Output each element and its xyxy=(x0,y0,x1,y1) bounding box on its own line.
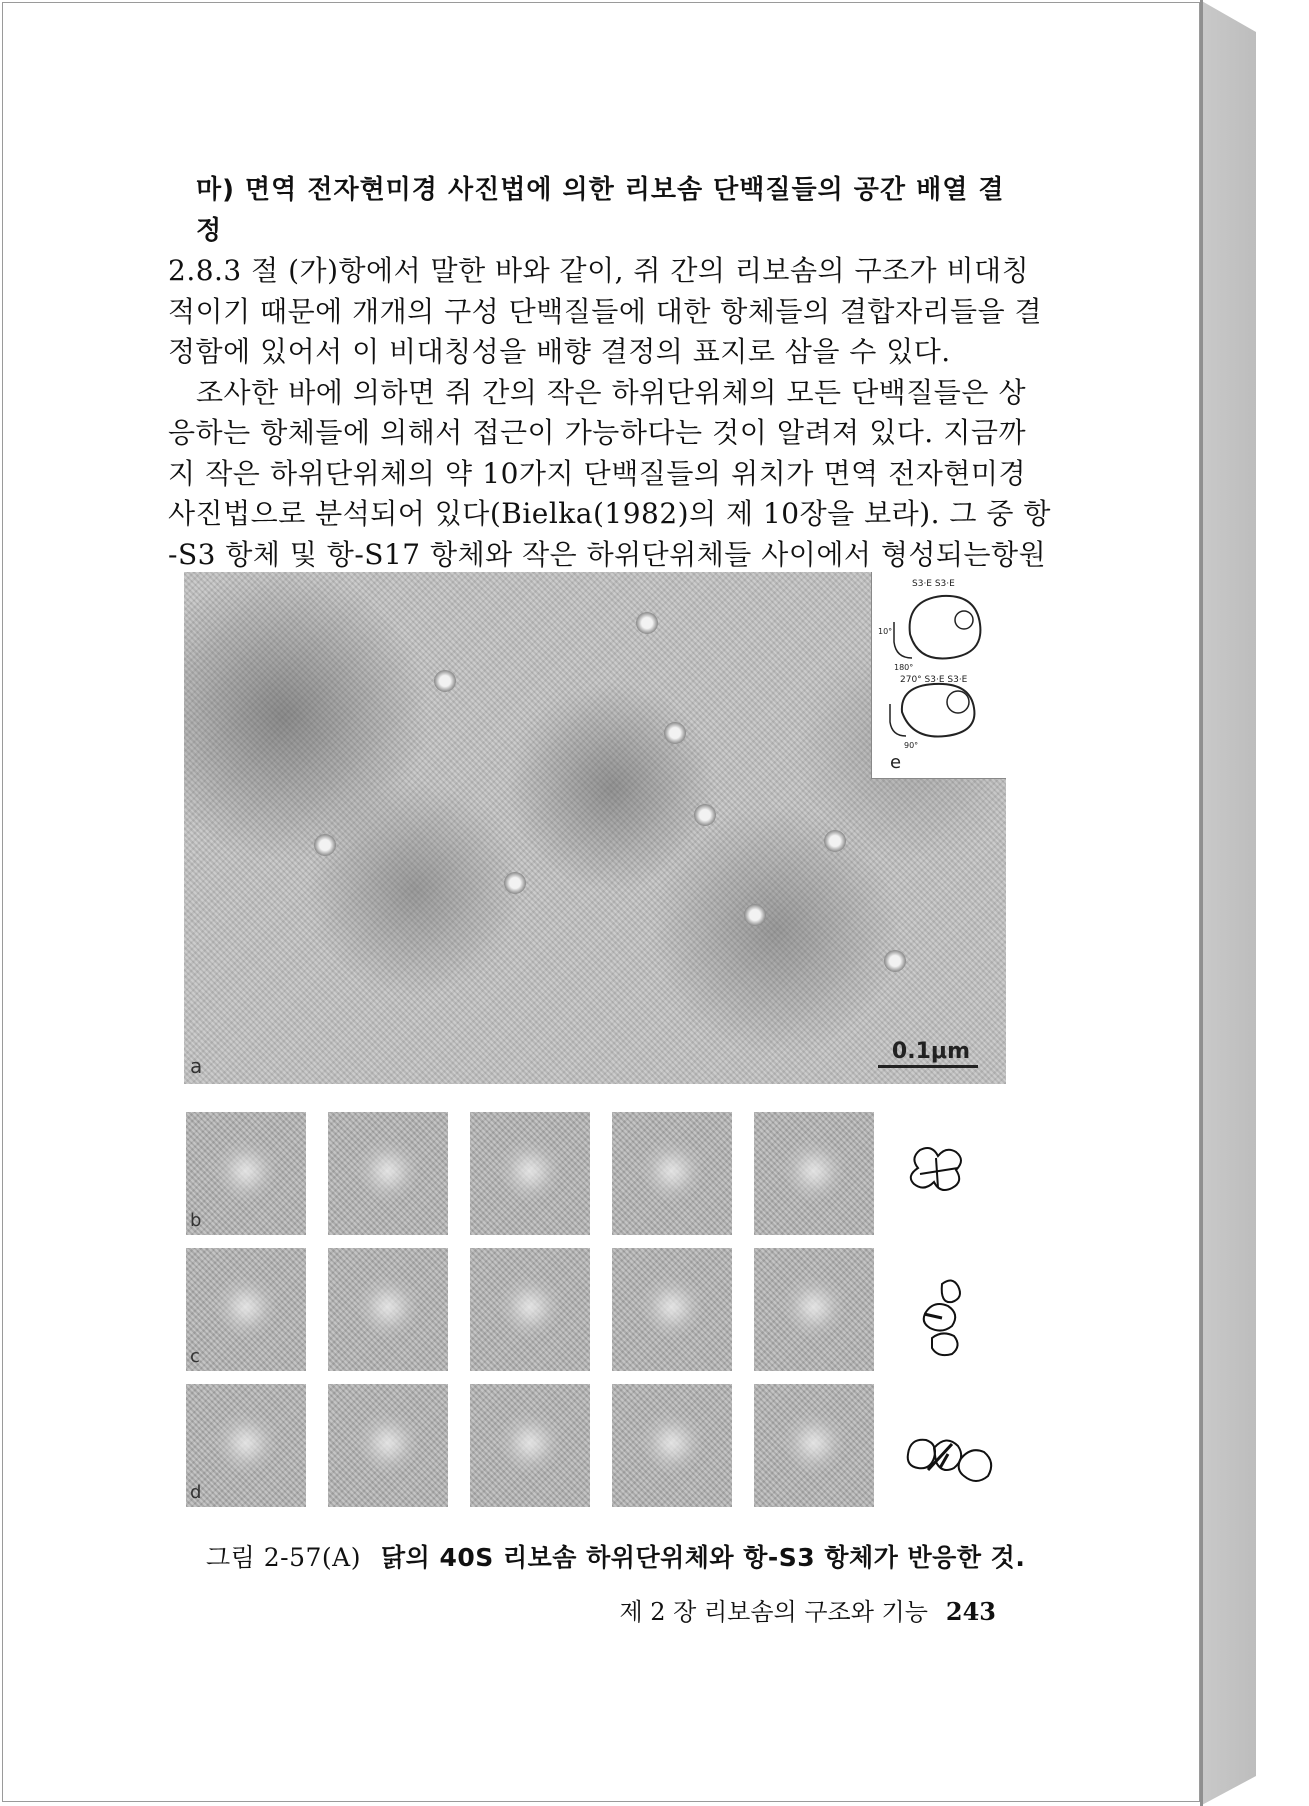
scale-bar xyxy=(878,1065,978,1068)
ribosome-particle xyxy=(504,872,526,894)
page-footer xyxy=(616,1592,996,1627)
micrograph-tile xyxy=(612,1248,732,1371)
section-heading: 마) 면역 전자현미경 사진법에 의한 리보솜 단백질들의 공간 배열 결정 xyxy=(196,175,1005,246)
ribosome-particle xyxy=(694,804,716,826)
figure-number: 그림 2-57(A) xyxy=(206,1543,361,1572)
micrograph-tile xyxy=(754,1112,874,1235)
micrograph-tile xyxy=(470,1384,590,1507)
page-number: 243 xyxy=(945,1597,996,1626)
micrograph-tile xyxy=(754,1384,874,1507)
paragraph2-line: 응하는 항체들에 의해서 접근이 가능하다는 것이 알려져 있다. 지금까 xyxy=(168,416,1026,449)
micrograph-tile xyxy=(328,1112,448,1235)
paragraph1-line: 2.8.3 절 (가)항에서 말한 바와 같이, 쥐 간의 리보솜의 구조가 비대칭 xyxy=(168,254,1030,287)
ribosome-particle xyxy=(664,722,686,744)
micrograph-tile xyxy=(186,1112,306,1235)
micrograph-tile xyxy=(612,1112,732,1235)
book-spine-edge xyxy=(1200,0,1203,1806)
paragraph2-line: 조사한 바에 의하면 쥐 간의 작은 하위단위체의 모든 단백질들은 상 xyxy=(196,375,1026,409)
inset-panel-label: e xyxy=(890,752,902,773)
interpretation-sketch-b xyxy=(900,1138,990,1218)
figure-caption xyxy=(206,1538,1026,1574)
micrograph-tile-grid xyxy=(186,1112,876,1512)
ribosome-particle xyxy=(744,904,766,926)
ribosome-particle xyxy=(824,830,846,852)
row-label-c: c xyxy=(190,1346,200,1367)
paragraph1-line: 정함에 있어서 이 비대칭성을 배향 결정의 표지로 삼을 수 있다. xyxy=(168,335,951,368)
orientation-inset xyxy=(871,572,1006,779)
chapter-title: 제 2 장 리보솜의 구조와 기능 xyxy=(619,1598,928,1626)
micrograph-tile xyxy=(612,1384,732,1507)
micrograph-tile xyxy=(470,1112,590,1235)
micrograph-tile xyxy=(754,1248,874,1371)
row-label-b: b xyxy=(190,1210,202,1231)
antibody-site-bottom xyxy=(947,691,969,713)
interpretation-sketch-d xyxy=(900,1424,1000,1494)
micrograph-tile xyxy=(186,1384,306,1507)
inset-top-labels: S3·E S3·E xyxy=(912,579,955,589)
micrograph-panel-a xyxy=(184,572,1006,1084)
micrograph-tile xyxy=(328,1248,448,1371)
inset-deg-label: 10° xyxy=(878,627,893,636)
inset-mid-labels: 270° S3·E S3·E xyxy=(900,675,968,685)
panel-label-a: a xyxy=(190,1054,203,1078)
row-label-d: d xyxy=(190,1482,202,1503)
rotation-arc-bottom xyxy=(890,704,906,736)
paragraph2-line: 지 작은 하위단위체의 약 10가지 단백질들의 위치가 면역 전자현미경 xyxy=(168,456,1026,490)
scale-label: 0.1μm xyxy=(891,1039,970,1064)
ribosome-particle xyxy=(636,612,658,634)
paragraph2-line: 사진법으로 분석되어 있다(Bielka(1982)의 제 10장을 보라). 그 중 항 xyxy=(168,497,1051,530)
ribosome-particle xyxy=(314,834,336,856)
interpretation-sketch-c xyxy=(912,1272,992,1362)
micrograph-tile xyxy=(186,1248,306,1371)
paragraph1-line: 적이기 때문에 개개의 구성 단백질들에 대한 항체들의 결합자리들을 결 xyxy=(168,294,1043,328)
inset-deg-label: 90° xyxy=(904,741,919,750)
ribosome-particle xyxy=(434,670,456,692)
antibody-site-top xyxy=(955,611,973,629)
paragraph2-line: -S3 항체 및 항-S17 항체와 작은 하위단위체들 사이에서 형성되는항원 xyxy=(168,537,1047,571)
inset-deg-label: 180° xyxy=(894,663,914,672)
body-text xyxy=(168,170,1051,575)
micrograph-tile xyxy=(328,1384,448,1507)
inset-diagram xyxy=(872,572,1006,778)
micrograph-tile xyxy=(470,1248,590,1371)
ribosome-particle xyxy=(884,950,906,972)
book-spine xyxy=(1200,0,1256,1806)
figure-caption-text: 닭의 40S 리보솜 하위단위체와 항-S3 항체가 반응한 것. xyxy=(380,1543,1026,1572)
